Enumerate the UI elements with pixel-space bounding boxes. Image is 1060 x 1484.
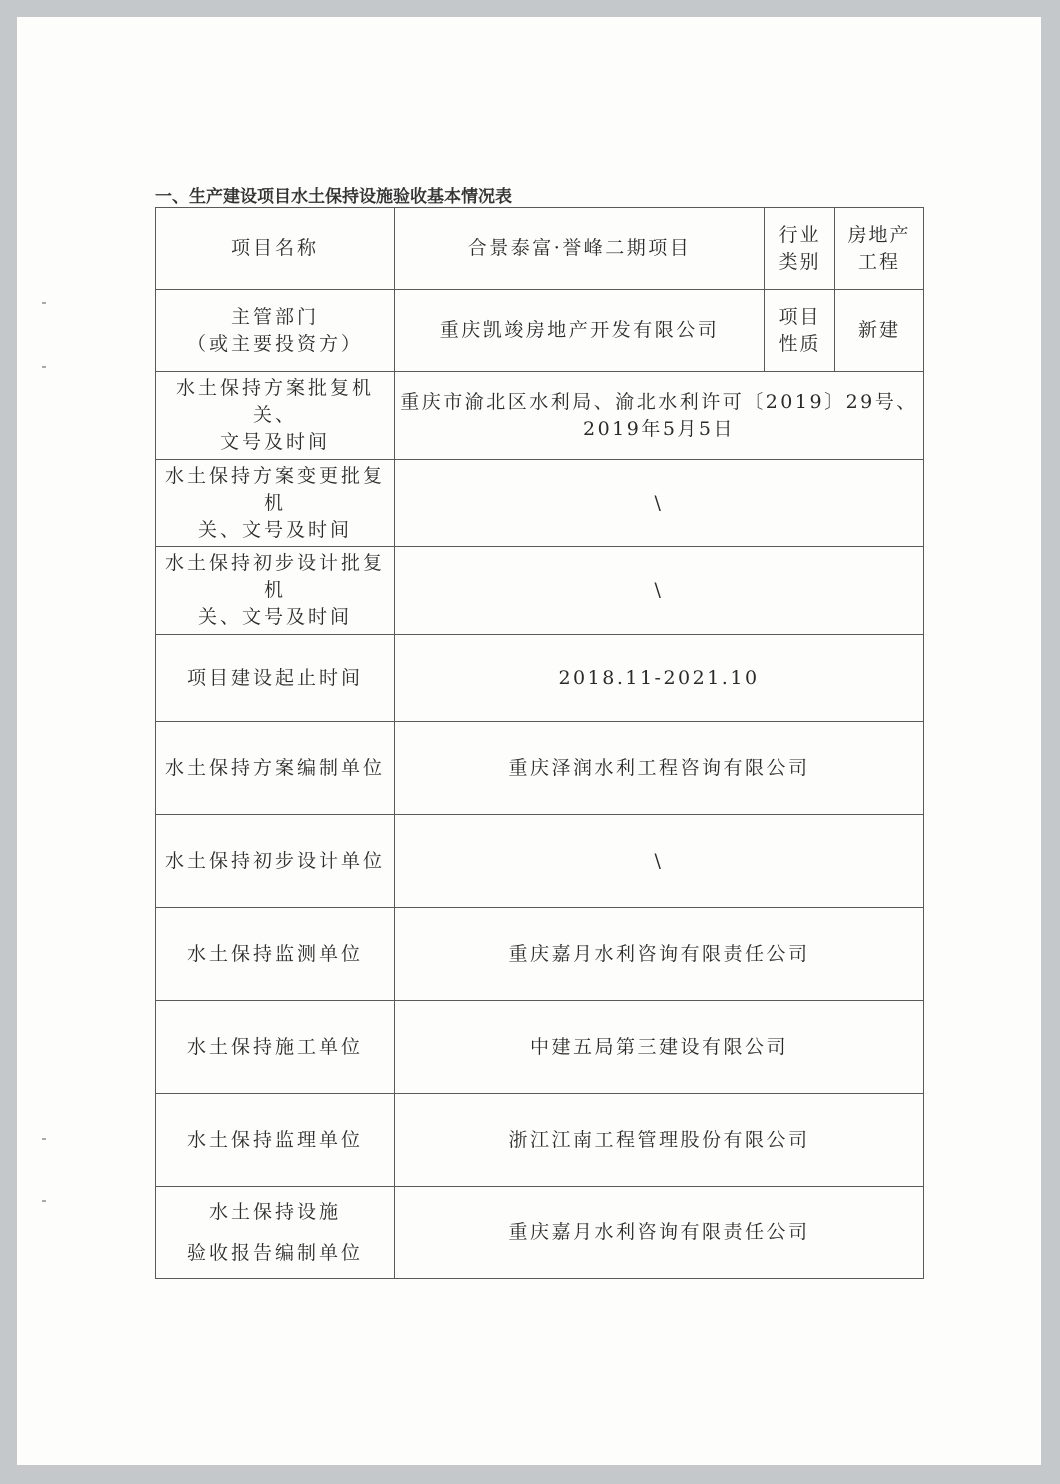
nature-label	[765, 290, 835, 372]
department-label-line2: （或主要投资方）	[186, 332, 363, 355]
nature-value: 新建	[835, 290, 924, 372]
table-row	[156, 908, 924, 1001]
scan-artifact	[42, 1138, 46, 1140]
industry-value	[835, 208, 924, 290]
table-row	[156, 372, 924, 460]
report-compiler-label	[156, 1187, 395, 1279]
plan-compiler-label: 水土保持方案编制单位	[156, 722, 395, 815]
department-label	[156, 290, 395, 372]
report-compiler-label-line2: 验收报告编制单位	[186, 1241, 363, 1264]
industry-value-line2: 工程	[857, 250, 900, 273]
department-label-line1: 主管部门	[230, 305, 319, 328]
plan-approval-value-line1: 重庆市渝北区水利局、渝北水利许可〔2019〕29号、	[400, 390, 918, 413]
construction-period-value: 2018.11-2021.10	[395, 635, 924, 722]
prelim-design-unit-label: 水土保持初步设计单位	[156, 815, 395, 908]
report-compiler-value: 重庆嘉月水利咨询有限责任公司	[395, 1187, 924, 1279]
nature-label-line2: 性质	[778, 332, 821, 355]
table-row	[156, 208, 924, 290]
plan-approval-label-line1: 水土保持方案批复机关、	[175, 377, 374, 426]
prelim-design-approval-value: \	[395, 547, 924, 635]
plan-approval-value-line2: 2019年5月5日	[582, 417, 736, 440]
plan-approval-label-line2: 文号及时间	[219, 431, 330, 453]
scan-artifact	[42, 366, 46, 368]
supervision-unit-label: 水土保持监理单位	[156, 1094, 395, 1187]
document-title: 一、生产建设项目水土保持设施验收基本情况表	[155, 187, 512, 207]
industry-label	[765, 208, 835, 290]
table-row	[156, 290, 924, 372]
construction-unit-label: 水土保持施工单位	[156, 1001, 395, 1094]
nature-label-line1: 项目	[778, 305, 821, 328]
plan-change-label	[156, 460, 395, 547]
report-compiler-label-line1: 水土保持设施	[208, 1200, 341, 1223]
industry-label-line2: 类别	[778, 250, 821, 273]
table-row	[156, 547, 924, 635]
plan-compiler-value: 重庆泽润水利工程咨询有限公司	[395, 722, 924, 815]
supervision-unit-value: 浙江江南工程管理股份有限公司	[395, 1094, 924, 1187]
prelim-design-approval-label	[156, 547, 395, 635]
prelim-design-approval-label-line2: 关、文号及时间	[197, 606, 352, 628]
construction-period-label: 项目建设起止时间	[156, 635, 395, 722]
plan-change-value: \	[395, 460, 924, 547]
plan-approval-value	[395, 372, 924, 460]
monitoring-unit-value: 重庆嘉月水利咨询有限责任公司	[395, 908, 924, 1001]
industry-value-line1: 房地产	[847, 223, 911, 246]
monitoring-unit-label: 水土保持监测单位	[156, 908, 395, 1001]
construction-unit-value: 中建五局第三建设有限公司	[395, 1001, 924, 1094]
table-row	[156, 1187, 924, 1279]
plan-approval-label	[156, 372, 395, 460]
plan-change-label-line2: 关、文号及时间	[197, 518, 352, 541]
plan-change-label-line1: 水土保持方案变更批复机	[164, 464, 385, 514]
scan-artifact	[42, 302, 46, 304]
table-row	[156, 815, 924, 908]
acceptance-info-table	[155, 207, 924, 1279]
table-row	[156, 460, 924, 547]
scan-artifact	[42, 1200, 46, 1202]
project-name-label: 项目名称	[156, 208, 395, 290]
prelim-design-approval-label-line1: 水土保持初步设计批复机	[164, 552, 385, 601]
project-name-value: 合景泰富·誉峰二期项目	[395, 208, 765, 290]
industry-label-line1: 行业	[778, 223, 821, 246]
department-value: 重庆凯竣房地产开发有限公司	[395, 290, 765, 372]
table-row	[156, 1001, 924, 1094]
prelim-design-unit-value: \	[395, 815, 924, 908]
table-row	[156, 722, 924, 815]
table-row	[156, 635, 924, 722]
table-row	[156, 1094, 924, 1187]
